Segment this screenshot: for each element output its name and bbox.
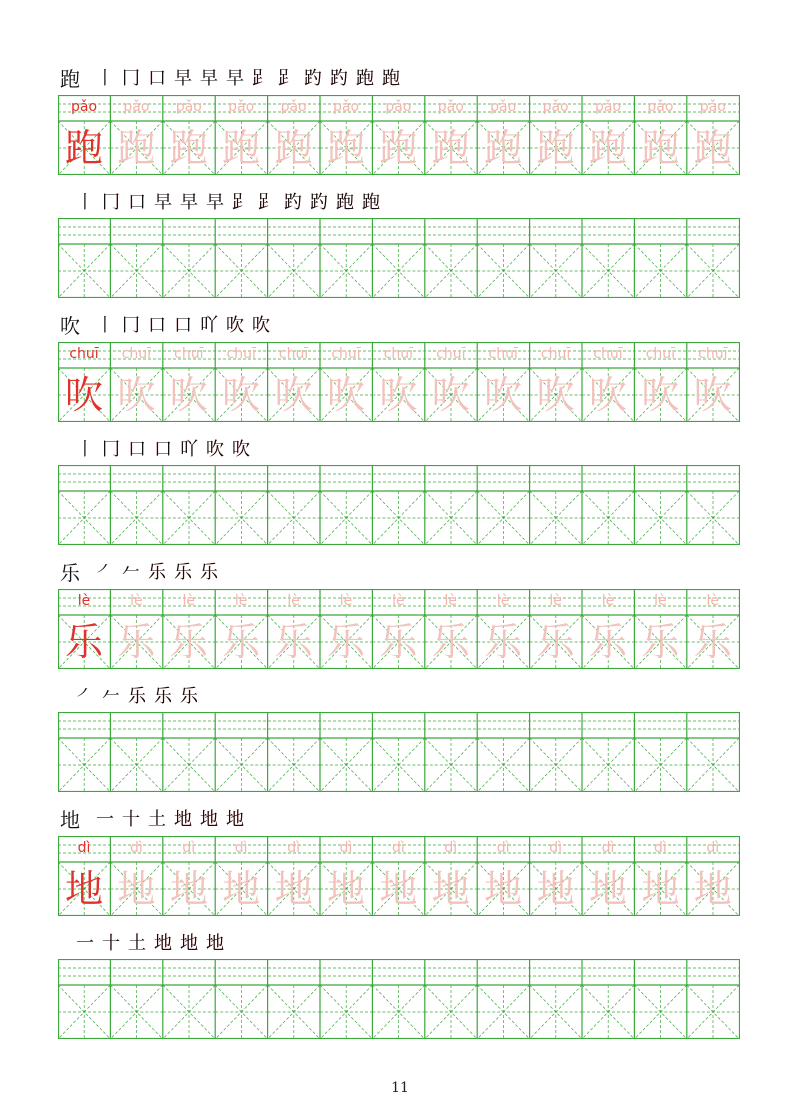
trace-pinyin[interactable]: pǎo: [647, 99, 674, 115]
stroke-order-line: [58, 807, 740, 833]
trace-pinyin[interactable]: pǎo: [542, 99, 569, 115]
trace-pinyin[interactable]: lè: [182, 593, 196, 609]
tracing-grid: [58, 95, 740, 175]
trace-pinyin[interactable]: pǎo: [175, 99, 202, 115]
stroke-order-line-practice: [58, 190, 740, 216]
trace-pinyin[interactable]: dì: [130, 840, 143, 856]
stroke-step: 丨: [96, 68, 114, 89]
stroke-step: 地: [206, 933, 224, 954]
trace-pinyin[interactable]: dì: [496, 840, 510, 856]
stroke-step: 乐: [154, 686, 172, 707]
model-character: 跑: [64, 126, 103, 170]
trace-character[interactable]: 地: [169, 867, 208, 911]
stroke-step: 乐: [180, 686, 198, 707]
trace-pinyin[interactable]: pǎo: [437, 99, 464, 115]
trace-character[interactable]: 地: [379, 867, 418, 911]
trace-pinyin[interactable]: lè: [130, 593, 143, 609]
stroke-step: 趵: [330, 68, 348, 89]
trace-character[interactable]: 跑: [326, 126, 365, 170]
trace-character[interactable]: 乐: [169, 620, 208, 664]
trace-character[interactable]: 地: [326, 867, 365, 911]
trace-character[interactable]: 乐: [379, 620, 418, 664]
trace-character[interactable]: 地: [641, 867, 680, 911]
stroke-step: 跑: [382, 68, 400, 89]
stroke-step: 一: [76, 933, 94, 954]
stroke-step: 趵: [304, 68, 322, 89]
trace-character[interactable]: 吹: [536, 373, 575, 417]
model-pinyin: pǎo: [70, 99, 98, 115]
stroke-step: 丨: [76, 439, 94, 460]
stroke-step: 𧾷: [278, 68, 296, 89]
practice-grid: [58, 218, 740, 298]
trace-character[interactable]: 跑: [588, 126, 627, 170]
stroke-step: 地: [226, 809, 244, 830]
character-label: 吹: [60, 314, 80, 338]
trace-pinyin[interactable]: lè: [601, 593, 615, 609]
stroke-step: 冂: [102, 439, 120, 460]
trace-pinyin[interactable]: chuī: [174, 346, 204, 362]
trace-character[interactable]: 跑: [169, 126, 208, 170]
trace-pinyin[interactable]: dì: [339, 840, 353, 856]
trace-character[interactable]: 乐: [274, 620, 313, 664]
model-pinyin: chuī: [69, 346, 99, 362]
trace-character[interactable]: 吹: [693, 373, 732, 417]
stroke-step: 丨: [76, 192, 94, 213]
trace-character[interactable]: 吹: [222, 373, 261, 417]
trace-character[interactable]: 乐: [222, 620, 261, 664]
page-number: 11: [391, 1080, 409, 1096]
stroke-step: 十: [122, 809, 140, 830]
trace-pinyin[interactable]: chuī: [436, 346, 466, 362]
trace-character[interactable]: 跑: [693, 126, 732, 170]
stroke-step: 乐: [174, 562, 192, 583]
stroke-step: 口: [148, 315, 166, 336]
stroke-step: 一: [96, 809, 114, 830]
trace-pinyin[interactable]: dì: [182, 840, 196, 856]
stroke-step: 吖: [180, 439, 198, 460]
stroke-order-line-practice: [58, 931, 740, 957]
trace-character[interactable]: 乐: [641, 620, 680, 664]
model-character: 乐: [64, 620, 103, 664]
stroke-step: 早: [226, 68, 244, 89]
trace-character[interactable]: 吹: [326, 373, 365, 417]
stroke-step: 吹: [252, 315, 270, 336]
trace-character[interactable]: 跑: [431, 126, 470, 170]
trace-pinyin[interactable]: lè: [496, 593, 510, 609]
stroke-order-line: [58, 560, 740, 586]
trace-character[interactable]: 吹: [274, 373, 313, 417]
model-character: 吹: [64, 373, 103, 417]
stroke-step: 吹: [232, 439, 250, 460]
trace-pinyin[interactable]: chuī: [121, 346, 152, 362]
trace-pinyin[interactable]: lè: [234, 593, 248, 609]
trace-character[interactable]: 乐: [588, 620, 627, 664]
stroke-step: 早: [174, 68, 192, 89]
trace-character[interactable]: 地: [431, 867, 470, 911]
trace-pinyin[interactable]: dì: [706, 840, 720, 856]
model-character: 地: [64, 867, 103, 911]
stroke-step: 口: [148, 68, 166, 89]
trace-character[interactable]: 跑: [641, 126, 680, 170]
trace-character[interactable]: 乐: [117, 620, 156, 664]
stroke-order-line-practice: [58, 437, 740, 463]
trace-pinyin[interactable]: pǎo: [699, 99, 726, 115]
trace-pinyin[interactable]: dì: [654, 840, 667, 856]
stroke-step: 𠂉: [122, 562, 140, 583]
trace-character[interactable]: 吹: [431, 373, 470, 417]
stroke-step: 冂: [122, 315, 140, 336]
trace-pinyin[interactable]: chuī: [540, 346, 571, 362]
character-label: 地: [60, 808, 80, 832]
trace-character[interactable]: 乐: [536, 620, 575, 664]
stroke-step: 乐: [200, 562, 218, 583]
trace-pinyin[interactable]: pǎo: [490, 99, 517, 115]
tracing-grid: [58, 836, 740, 916]
stroke-step: 跑: [356, 68, 374, 89]
stroke-step: 口: [174, 315, 192, 336]
trace-pinyin[interactable]: lè: [549, 593, 562, 609]
trace-character[interactable]: 吹: [641, 373, 680, 417]
trace-character[interactable]: 乐: [693, 620, 732, 664]
stroke-step: 吖: [200, 315, 218, 336]
trace-pinyin[interactable]: dì: [392, 840, 405, 856]
stroke-step: 早: [180, 192, 198, 213]
practice-grid: [58, 465, 740, 545]
stroke-step: 跑: [362, 192, 380, 213]
trace-character[interactable]: 乐: [484, 620, 523, 664]
stroke-step: 吹: [226, 315, 244, 336]
trace-character[interactable]: 吹: [484, 373, 523, 417]
stroke-step: 地: [174, 809, 192, 830]
trace-character[interactable]: 地: [588, 867, 627, 911]
trace-pinyin[interactable]: pǎo: [594, 99, 622, 115]
stroke-step: 𧾷: [232, 192, 250, 213]
trace-character[interactable]: 地: [117, 867, 156, 911]
stroke-order-line: [58, 66, 740, 92]
trace-pinyin[interactable]: lè: [654, 593, 667, 609]
model-pinyin: lè: [77, 593, 91, 609]
trace-pinyin[interactable]: chuī: [383, 346, 414, 362]
stroke-order-line: [58, 313, 740, 339]
stroke-step: 冂: [122, 68, 140, 89]
trace-character[interactable]: 乐: [431, 620, 470, 664]
stroke-step: 跑: [336, 192, 354, 213]
character-label: 乐: [60, 561, 80, 585]
trace-pinyin[interactable]: chuī: [698, 346, 728, 362]
stroke-step: 趵: [310, 192, 328, 213]
trace-character[interactable]: 跑: [379, 126, 418, 170]
stroke-step: 口: [154, 439, 172, 460]
blank-practice-grid: [58, 218, 740, 298]
trace-pinyin[interactable]: lè: [444, 593, 458, 609]
trace-pinyin[interactable]: lè: [706, 593, 720, 609]
trace-pinyin[interactable]: chuī: [278, 346, 309, 362]
trace-pinyin[interactable]: dì: [287, 840, 300, 856]
trace-pinyin[interactable]: chuī: [645, 346, 676, 362]
trace-pinyin[interactable]: lè: [392, 593, 405, 609]
stroke-step: 口: [128, 192, 146, 213]
stroke-step: 地: [180, 933, 198, 954]
stroke-step: 土: [148, 809, 166, 830]
stroke-step: 丨: [96, 315, 114, 336]
trace-character[interactable]: 跑: [117, 126, 156, 170]
stroke-order-line-practice: [58, 684, 740, 710]
trace-character[interactable]: 吹: [117, 373, 156, 417]
trace-character[interactable]: 跑: [484, 126, 523, 170]
trace-pinyin[interactable]: lè: [339, 593, 353, 609]
trace-pinyin[interactable]: chuī: [488, 346, 518, 362]
stroke-step: 口: [128, 439, 146, 460]
stroke-step: 𧾷: [252, 68, 270, 89]
stroke-step: 冂: [102, 192, 120, 213]
trace-pinyin[interactable]: dì: [444, 840, 458, 856]
character-label: 跑: [60, 67, 80, 91]
stroke-step: 地: [200, 809, 218, 830]
trace-character[interactable]: 跑: [536, 126, 575, 170]
stroke-step: 地: [154, 933, 172, 954]
blank-practice-grid: [58, 465, 740, 545]
stroke-step: 𧾷: [258, 192, 276, 213]
stroke-step: ㇒: [96, 562, 114, 583]
trace-character[interactable]: 乐: [326, 620, 365, 664]
practice-grid: [58, 959, 740, 1039]
trace-pinyin[interactable]: pǎo: [332, 99, 360, 115]
trace-pinyin[interactable]: pǎo: [280, 99, 307, 115]
trace-pinyin[interactable]: pǎo: [123, 99, 150, 115]
stroke-step: 乐: [148, 562, 166, 583]
trace-character[interactable]: 地: [693, 867, 732, 911]
trace-pinyin[interactable]: chuī: [331, 346, 361, 362]
trace-pinyin[interactable]: dì: [549, 840, 562, 856]
trace-pinyin[interactable]: dì: [601, 840, 615, 856]
practice-grid: [58, 712, 740, 792]
trace-character[interactable]: 地: [274, 867, 313, 911]
trace-character[interactable]: 吹: [169, 373, 208, 417]
blank-practice-grid: [58, 712, 740, 792]
trace-character[interactable]: 跑: [222, 126, 261, 170]
stroke-step: 早: [154, 192, 172, 213]
trace-character[interactable]: 吹: [588, 373, 627, 417]
trace-pinyin[interactable]: dì: [234, 840, 248, 856]
stroke-step: 乐: [128, 686, 146, 707]
trace-pinyin[interactable]: pǎo: [228, 99, 255, 115]
stroke-step: 十: [102, 933, 120, 954]
stroke-step: 吹: [206, 439, 224, 460]
stroke-step: 土: [128, 933, 146, 954]
stroke-step: 𠂉: [102, 686, 120, 707]
trace-character[interactable]: 地: [484, 867, 523, 911]
trace-pinyin[interactable]: lè: [287, 593, 300, 609]
model-pinyin: dì: [77, 840, 91, 856]
trace-pinyin[interactable]: chuī: [226, 346, 256, 362]
blank-practice-grid: [58, 959, 740, 1039]
trace-character[interactable]: 跑: [274, 126, 313, 170]
trace-character[interactable]: 吹: [379, 373, 418, 417]
stroke-step: 早: [200, 68, 218, 89]
stroke-step: ㇒: [76, 686, 94, 707]
trace-character[interactable]: 地: [536, 867, 575, 911]
tracing-grid: [58, 589, 740, 669]
trace-pinyin[interactable]: chuī: [593, 346, 623, 362]
stroke-step: 早: [206, 192, 224, 213]
trace-pinyin[interactable]: pǎo: [385, 99, 412, 115]
tracing-grid: [58, 342, 740, 422]
stroke-step: 趵: [284, 192, 302, 213]
trace-character[interactable]: 地: [222, 867, 261, 911]
